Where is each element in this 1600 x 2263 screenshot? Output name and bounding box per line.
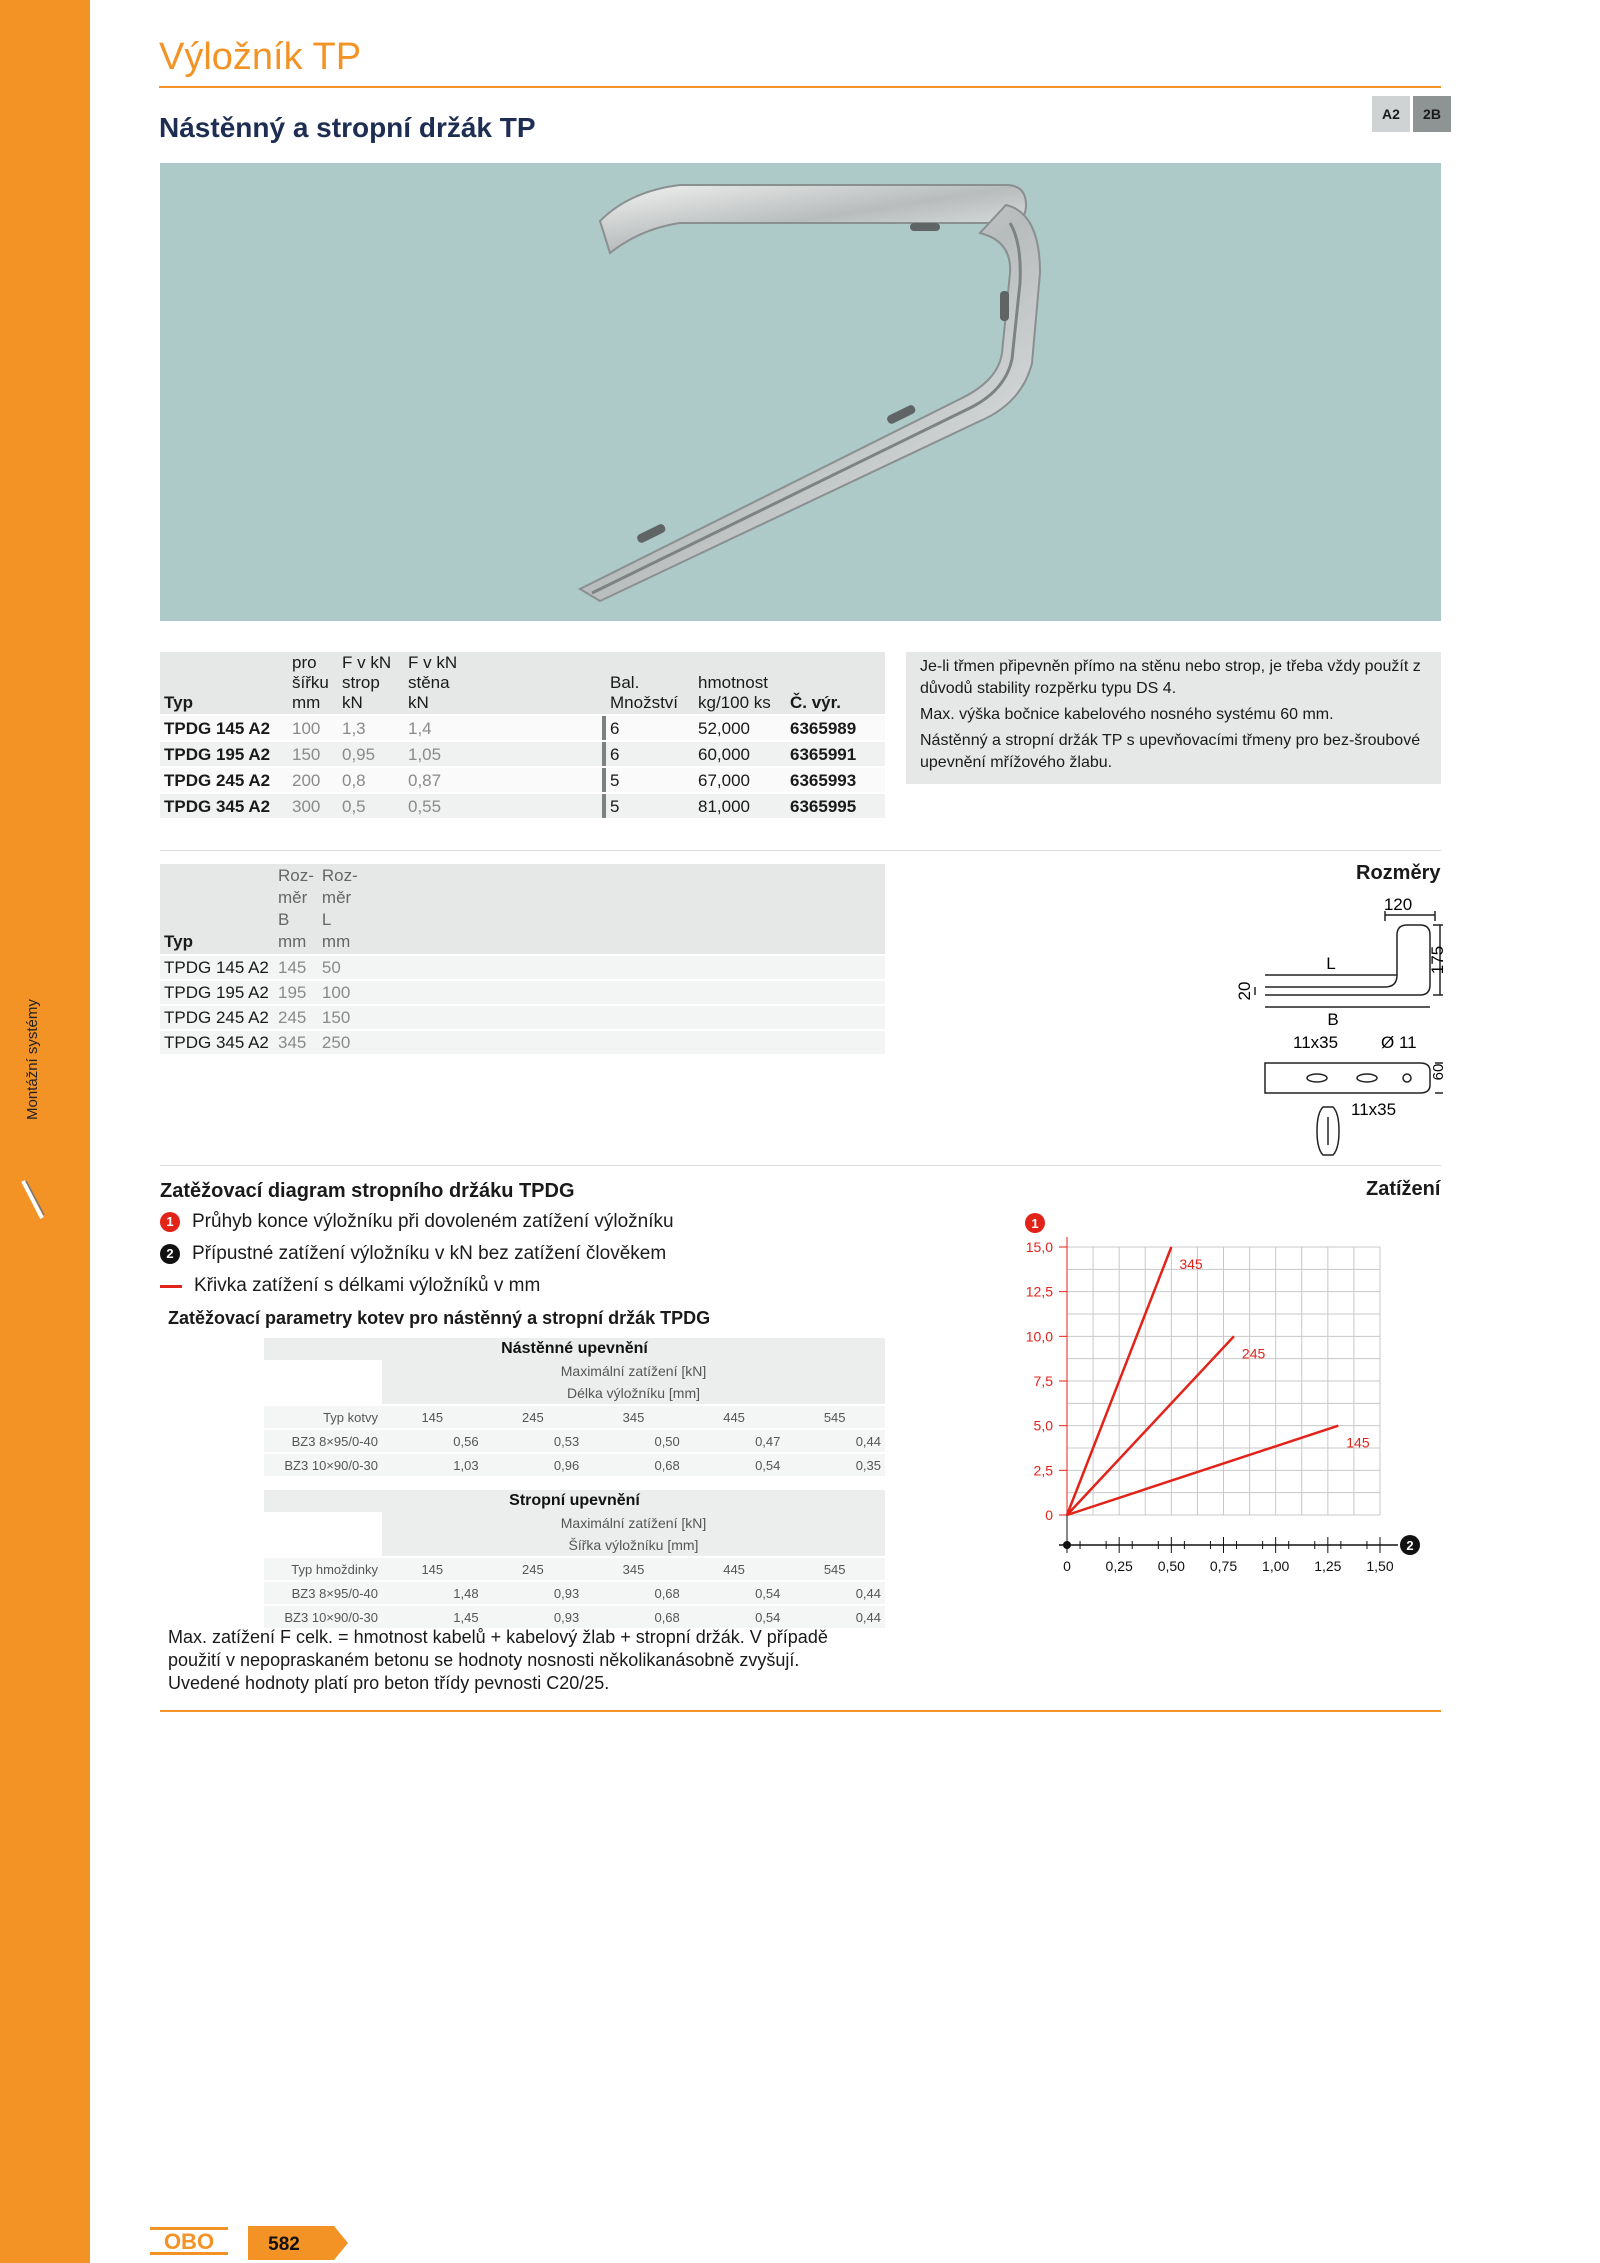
cell-sirka: 300	[288, 793, 338, 818]
wall-caption: Nástěnné upevnění	[264, 1338, 885, 1360]
col-typ: Typ	[160, 652, 288, 715]
note-stirrups: Nástěnný a stropní držák TP s upevňovacími třmeny pro bez-šroubové upevnění mřížového žlabu.	[920, 732, 1421, 771]
dim-B: B	[1327, 1010, 1339, 1029]
x-tick-label: 1,50	[1366, 1558, 1394, 1574]
cell-spacer	[470, 715, 602, 741]
cell-spacer	[470, 767, 602, 793]
tag-2b: 2B	[1413, 96, 1451, 132]
legend-text: Přípustné zatížení výložníku v kN bez zatížení člověkem	[192, 1243, 667, 1264]
ceiling-col: 145	[382, 1557, 483, 1581]
cell-hmotnost: 52,000	[694, 715, 786, 741]
anchor-value: 0,93	[483, 1605, 584, 1628]
cell-hmotnost: 81,000	[694, 793, 786, 818]
series-label-345: 345	[1179, 1256, 1203, 1272]
series-label-245: 245	[1241, 1345, 1266, 1362]
dim-20: 20	[1235, 981, 1254, 1001]
side-bar	[0, 0, 90, 2263]
anchor-value: 0,54	[684, 1605, 785, 1628]
series-label-145: 145	[1346, 1434, 1370, 1451]
x-tick-label: 0,50	[1157, 1558, 1185, 1574]
ceiling-max-label: Maximální zatížení [kN]	[382, 1512, 885, 1534]
legend-item-load	[160, 1238, 720, 1270]
anchor-value: 0,68	[583, 1605, 684, 1628]
cell-strop: 0,5	[338, 793, 404, 818]
ceiling-anchor-table	[160, 1490, 885, 1628]
anchor-value: 0,68	[583, 1453, 684, 1476]
wall-col: 245	[483, 1405, 584, 1429]
col-stena: F v kN stěna kN	[404, 652, 470, 715]
cell-hmotnost: 67,000	[694, 767, 786, 793]
legend-item-deflection	[160, 1206, 720, 1238]
anchor-value: 0,44	[784, 1581, 885, 1605]
dim-L: L	[1326, 954, 1336, 973]
cell-typ: TPDG 195 A2	[160, 741, 288, 767]
load-chart	[990, 1205, 1440, 1574]
cell-b: 345	[274, 1030, 318, 1054]
col-hmotnost: hmotnost kg/100 ks	[694, 652, 786, 715]
cell-cvyr: 6365989	[786, 715, 885, 741]
anchor-value: 0,96	[483, 1453, 584, 1476]
anchor-value: 1,48	[382, 1581, 483, 1605]
ceiling-col: 345	[583, 1557, 684, 1581]
cell-bal: 5	[606, 793, 694, 818]
table-row	[160, 1030, 885, 1054]
cell-strop: 0,8	[338, 767, 404, 793]
page-number-badge	[248, 2226, 348, 2260]
dim-60: 60	[1430, 1063, 1447, 1081]
page-number: 582	[268, 2234, 300, 2255]
cell-l: 50	[318, 955, 885, 980]
cell-sirka: 200	[288, 767, 338, 793]
cell-cvyr: 6365993	[786, 767, 885, 793]
cell-strop: 0,95	[338, 741, 404, 767]
table-row	[160, 767, 885, 793]
cell-l: 250	[318, 1030, 885, 1054]
y-tick-label: 5,0	[1033, 1417, 1053, 1434]
cell-typ: TPDG 195 A2	[160, 980, 274, 1005]
cell-typ: TPDG 345 A2	[160, 1030, 274, 1054]
cell-hmotnost: 60,000	[694, 741, 786, 767]
red-line-icon	[160, 1285, 182, 1288]
bracket-illustration	[160, 163, 1441, 621]
anchor-title: Zatěžovací parametry kotev pro nástěnný a stropní držák TPDG	[168, 1308, 711, 1328]
cell-typ: TPDG 145 A2	[160, 955, 274, 980]
cell-stena: 1,4	[404, 715, 470, 741]
cell-spacer	[470, 741, 602, 767]
ceiling-type-label: Typ hmoždinky	[264, 1557, 382, 1581]
anchor-value: 0,68	[583, 1581, 684, 1605]
badge-2-label: 2	[1406, 1538, 1414, 1553]
footnote: Max. zatížení F celk. = hmotnost kabelů + kabelový žlab + stropní držák. V případě použití v nepopraskaném betonu se hodnoty nosnosti několikanásobně zvyšují. Uvedené hodnoty platí pro beton třídy pevnosti C20/25.	[168, 1627, 828, 1693]
table-row	[160, 1605, 885, 1628]
table-row	[160, 1581, 885, 1605]
anchor-name: BZ3 8×95/0-40	[264, 1429, 382, 1453]
cell-bal: 5	[606, 767, 694, 793]
ceiling-caption: Stropní upevnění	[264, 1490, 885, 1512]
dim-diameter: Ø 11	[1381, 1033, 1417, 1052]
cell-l: 100	[318, 980, 885, 1005]
x-tick-label: 1,25	[1314, 1558, 1342, 1574]
product-table-header	[160, 652, 885, 715]
cell-b: 195	[274, 980, 318, 1005]
anchor-value: 0,44	[784, 1429, 885, 1453]
anchor-value: 0,56	[382, 1429, 483, 1453]
cell-stena: 1,05	[404, 741, 470, 767]
load-diagram-title: Zatěžovací diagram stropního držáku TPDG	[160, 1180, 575, 1202]
y-tick-label: 10,0	[1025, 1328, 1053, 1345]
cell-typ: TPDG 245 A2	[160, 1005, 274, 1030]
cell-typ: TPDG 345 A2	[160, 793, 288, 818]
cell-b: 245	[274, 1005, 318, 1030]
section-divider	[160, 850, 1441, 851]
logo-text: OBO	[163, 2229, 215, 2254]
product-table	[160, 652, 885, 818]
notes-box	[906, 652, 1441, 784]
cell-typ: TPDG 145 A2	[160, 715, 288, 741]
page-subtitle: Nástěnný a stropní držák TP	[159, 112, 536, 143]
anchor-value: 0,44	[784, 1605, 885, 1628]
ceiling-caption-row	[160, 1490, 885, 1512]
col-bal: Bal. Množství	[606, 652, 694, 715]
section-label: Montážní systémy	[24, 999, 41, 1120]
x-tick-label: 1,00	[1262, 1558, 1290, 1574]
badge-1-label: 1	[1031, 1216, 1039, 1231]
tag-a2: A2	[1372, 96, 1410, 132]
cell-strop: 1,3	[338, 715, 404, 741]
wall-anchor-table	[160, 1338, 885, 1476]
ceiling-cols-row	[160, 1557, 885, 1581]
cell-bal: 6	[606, 741, 694, 767]
cell-stena: 0,87	[404, 767, 470, 793]
x-tick-label: 0	[1063, 1558, 1071, 1574]
col-spacer	[470, 652, 602, 715]
table-row	[160, 955, 885, 980]
dim-120: 120	[1383, 895, 1413, 914]
anchor-name: BZ3 10×90/0-30	[264, 1605, 382, 1628]
wall-type-label: Typ kotvy	[264, 1405, 382, 1429]
cell-cvyr: 6365991	[786, 741, 885, 767]
cell-sirka: 100	[288, 715, 338, 741]
col-strop: F v kN strop kN	[338, 652, 404, 715]
x-tick-label: 0,25	[1105, 1558, 1133, 1574]
dim-slot1: 11x35	[1293, 1033, 1339, 1052]
y-tick-label: 0	[1045, 1507, 1053, 1523]
col-b: Roz- měr B mm	[274, 864, 318, 955]
cell-cvyr: 6365995	[786, 793, 885, 818]
anchor-name: BZ3 10×90/0-30	[264, 1453, 382, 1476]
note-stability: Je-li třmen připevněn přímo na stěnu nebo strop, je třeba vždy použít z důvodů stability rozpěrku typu DS 4.	[920, 658, 1421, 697]
cell-b: 145	[274, 955, 318, 980]
obo-logo	[150, 2226, 228, 2256]
load-section-title: Zatížení	[1366, 1178, 1441, 1200]
col-l: Roz- měr L mm	[318, 864, 885, 955]
anchor-value: 0,35	[784, 1453, 885, 1476]
wall-col: 145	[382, 1405, 483, 1429]
legend-text: Průhyb konce výložníku při dovoleném zatížení výložníku	[192, 1211, 674, 1232]
anchor-value: 0,93	[483, 1581, 584, 1605]
cell-bal: 6	[606, 715, 694, 741]
cell-spacer	[470, 793, 602, 818]
legend-item-curve	[160, 1270, 720, 1302]
anchor-value: 0,50	[583, 1429, 684, 1453]
table-row	[160, 980, 885, 1005]
ceiling-len-label: Šířka výložníku [mm]	[382, 1534, 885, 1557]
wall-len-label: Délka výložníku [mm]	[382, 1382, 885, 1405]
ceiling-col: 445	[684, 1557, 785, 1581]
cell-stena: 0,55	[404, 793, 470, 818]
anchor-value: 0,47	[684, 1429, 785, 1453]
anchor-value: 0,54	[684, 1581, 785, 1605]
ceiling-col: 545	[784, 1557, 885, 1581]
anchor-value: 0,53	[483, 1429, 584, 1453]
badge-2-icon: 2	[160, 1244, 180, 1264]
wall-col: 545	[784, 1405, 885, 1429]
y-tick-label: 7,5	[1033, 1373, 1053, 1389]
dimension-table-header	[160, 864, 885, 955]
wall-cols-row	[160, 1405, 885, 1429]
bracket-icon	[20, 1178, 46, 1224]
y-tick-label: 15,0	[1025, 1239, 1053, 1255]
badge-1-icon: 1	[160, 1212, 180, 1232]
section-divider	[160, 1165, 1441, 1166]
dimensions-title: Rozměry	[1356, 862, 1441, 884]
title-divider	[159, 86, 1441, 88]
legend-text: Křivka zatížení s délkami výložníků v mm	[194, 1275, 541, 1296]
dim-175: 175	[1428, 945, 1447, 975]
col-typ: Typ	[160, 864, 274, 955]
anchor-value: 0,54	[684, 1453, 785, 1476]
wall-caption-row	[160, 1338, 885, 1360]
wall-col: 445	[684, 1405, 785, 1429]
origin-dot	[1063, 1541, 1071, 1549]
cell-sirka: 150	[288, 741, 338, 767]
anchor-name: BZ3 8×95/0-40	[264, 1581, 382, 1605]
table-row	[160, 741, 885, 767]
cell-l: 150	[318, 1005, 885, 1030]
y-tick-label: 2,5	[1033, 1462, 1053, 1479]
wall-max-label: Maximální zatížení [kN]	[382, 1360, 885, 1382]
anchor-value: 1,45	[382, 1605, 483, 1628]
x-tick-label: 0,75	[1209, 1558, 1238, 1574]
bottom-divider	[160, 1710, 1441, 1712]
dim-slot2: 11x35	[1351, 1100, 1397, 1119]
table-row	[160, 715, 885, 741]
table-row	[160, 793, 885, 818]
wall-col: 345	[583, 1405, 684, 1429]
table-row	[160, 1005, 885, 1030]
table-row	[160, 1453, 885, 1476]
table-row	[160, 1429, 885, 1453]
ceiling-col: 245	[483, 1557, 584, 1581]
page-title: Výložník TP	[159, 36, 362, 78]
cell-typ: TPDG 245 A2	[160, 767, 288, 793]
load-legend	[160, 1206, 720, 1302]
col-sirka: pro šířku mm	[288, 652, 338, 715]
col-cvyr: Č. výr.	[786, 652, 885, 715]
y-tick-label: 12,5	[1025, 1283, 1053, 1300]
anchor-value: 1,03	[382, 1453, 483, 1476]
note-max-height: Max. výška bočnice kabelového nosného systému 60 mm.	[920, 706, 1334, 723]
dimension-drawing	[1225, 895, 1450, 1175]
product-photo	[160, 163, 1441, 621]
dimension-table	[160, 864, 885, 1054]
